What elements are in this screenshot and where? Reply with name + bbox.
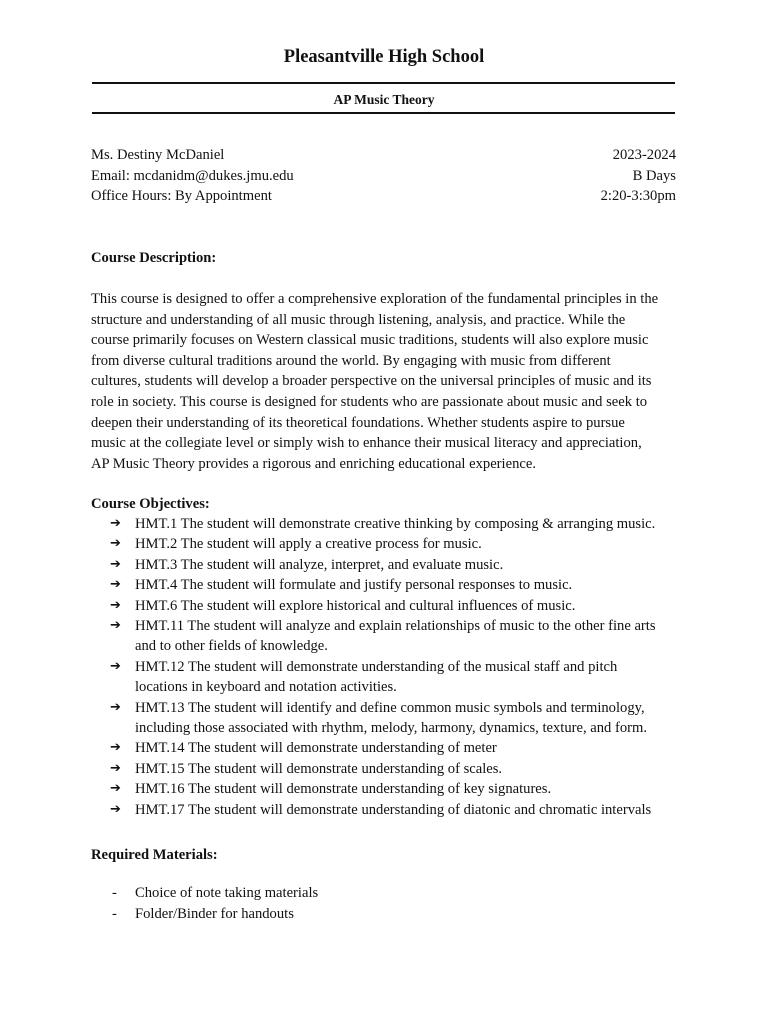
dash-bullet: - [112,905,117,922]
teacher-email: Email: mcdanidm@dukes.jmu.edu [91,168,294,184]
objective-item [110,616,656,657]
info-row-teacher [91,145,676,166]
course-description-paragraph [91,289,685,474]
objective-item [110,555,656,575]
objective-text-continued: and to other fields of knowledge. [135,638,328,655]
course-objectives-heading: Course Objectives: [91,496,210,512]
objective-text: HMT.3 The student will analyze, interpret, and evaluate music. [135,556,504,573]
objective-item [110,759,656,779]
arrow-bullet-icon: ➔ [110,658,121,674]
objective-text: HMT.1 The student will demonstrate creative thinking by composing & arranging music. [135,516,656,532]
description-line: deepen their understanding of its theoretical foundations. Whether students aspire to pursue [91,414,625,431]
arrow-bullet-icon: ➔ [110,801,121,817]
objective-text: HMT.12 The student will demonstrate understanding of the musical staff and pitch [135,658,618,675]
description-line: role in society. This course is designed for students who are passionate about music and seek to [91,393,648,410]
material-item [112,904,318,925]
objective-item [110,514,656,534]
teacher-name: Ms. Destiny McDaniel [91,147,225,163]
objective-text-continued: locations in keyboard and notation activities. [135,679,397,696]
objective-item [110,800,656,820]
arrow-bullet-icon: ➔ [110,597,121,613]
description-line: AP Music Theory provides a rigorous and enriching educational experience. [91,455,536,472]
info-row-office-hours [91,186,676,207]
objective-item [110,779,656,799]
school-title: Pleasantville High School [283,47,485,67]
objectives-list [110,514,656,820]
header-rule-bottom [92,112,675,114]
description-line: from diverse cultural traditions around the world. By engaging with music from different [91,352,611,369]
arrow-bullet-icon: ➔ [110,618,121,634]
description-line: structure and understanding of all music through listening, analysis, and practice. While the [91,311,626,328]
objective-text: HMT.14 The student will demonstrate understanding of meter [135,740,497,757]
class-time: 2:20-3:30pm [600,188,676,204]
objective-item [110,534,656,554]
material-text: Folder/Binder for handouts [135,905,294,922]
material-text: Choice of note taking materials [135,885,319,901]
arrow-bullet-icon: ➔ [110,536,121,552]
class-days: B Days [632,168,676,184]
description-line: This course is designed to offer a comprehensive exploration of the fundamental principles in the [91,291,659,307]
school-year: 2023-2024 [612,147,676,163]
objective-text: HMT.13 The student will identify and define common music symbols and terminology, [135,699,645,716]
description-line: course primarily focuses on Western classical music traditions, students will also explore music [91,332,649,349]
objective-item [110,698,656,739]
objective-text: HMT.11 The student will analyze and explain relationships of music to the other fine arts [135,618,656,635]
objective-text: HMT.16 The student will demonstrate understanding of key signatures. [135,781,552,798]
header-rule-top [92,82,675,84]
objective-text-continued: including those associated with rhythm, melody, harmony, dynamics, texture, and form. [135,720,648,737]
course-title: AP Music Theory [333,92,435,107]
arrow-bullet-icon: ➔ [110,577,121,593]
arrow-bullet-icon: ➔ [110,740,121,756]
objective-text: HMT.15 The student will demonstrate understanding of scales. [135,760,503,777]
objective-item [110,657,656,698]
objective-text: HMT.2 The student will apply a creative process for music. [135,536,482,553]
info-row-email [91,166,676,187]
objective-item [110,575,656,595]
arrow-bullet-icon: ➔ [110,781,121,797]
material-item [112,883,318,904]
objective-text: HMT.4 The student will formulate and justify personal responses to music. [135,577,573,594]
description-line: cultures, students will develop a broader perspective on the universal principles of music and its [91,373,652,390]
arrow-bullet-icon: ➔ [110,556,121,572]
dash-bullet: - [112,885,117,901]
arrow-bullet-icon: ➔ [110,699,121,715]
description-line: music at the collegiate level or simply wish to enhance their musical literacy and appreciation, [91,435,642,452]
objective-item [110,738,656,758]
arrow-bullet-icon: ➔ [110,760,121,776]
course-description-heading: Course Description: [91,250,217,266]
required-materials-heading: Required Materials: [91,847,218,863]
materials-list [112,883,318,924]
office-hours: Office Hours: By Appointment [91,188,272,204]
objective-text: HMT.17 The student will demonstrate understanding of diatonic and chromatic intervals [135,801,652,818]
objective-item [110,596,656,616]
objective-text: HMT.6 The student will explore historical and cultural influences of music. [135,597,576,614]
arrow-bullet-icon: ➔ [110,516,121,531]
